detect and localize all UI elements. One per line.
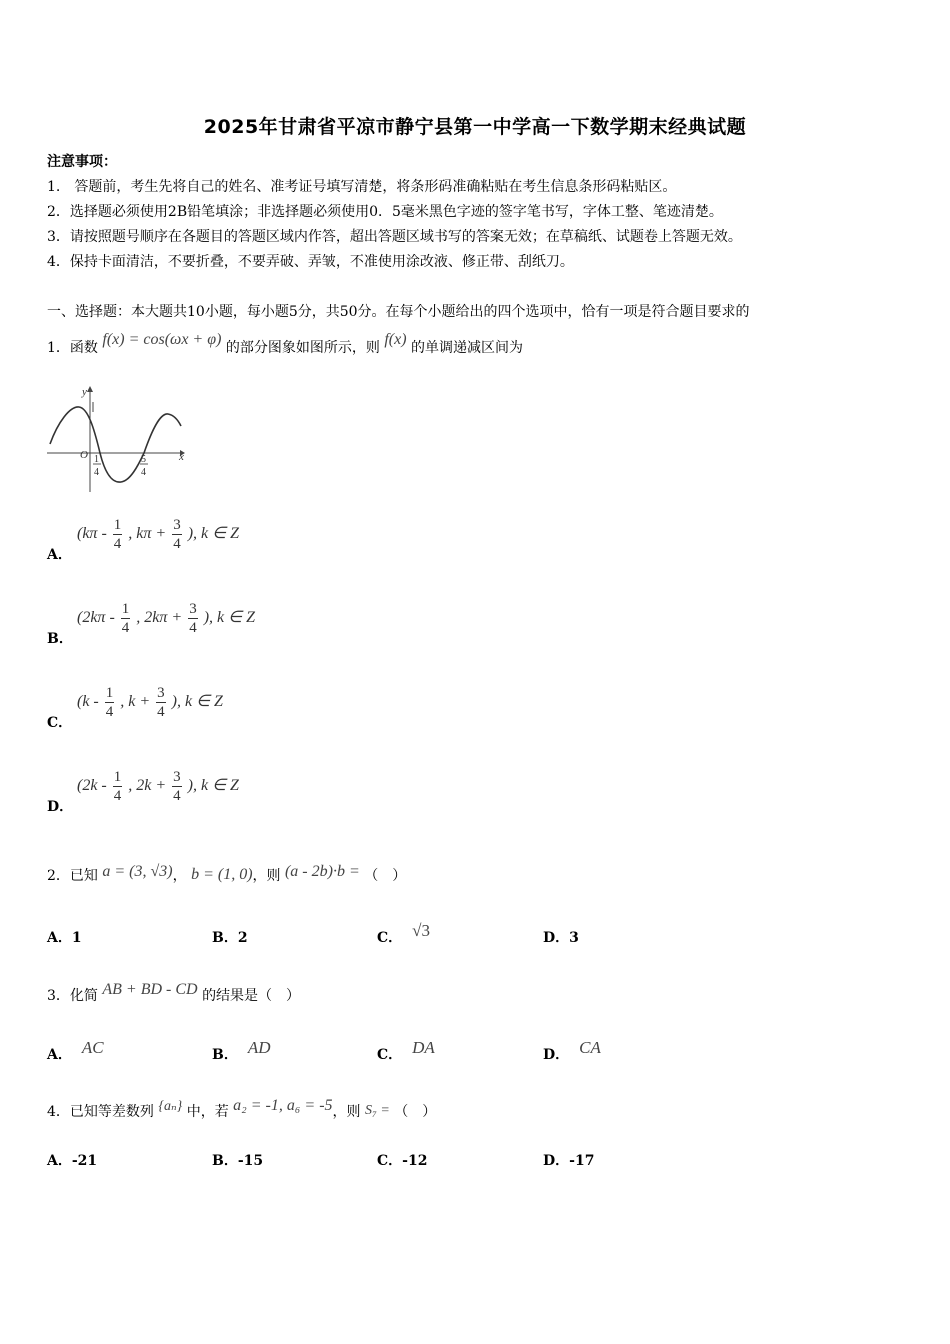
option-value: AD — [247, 1038, 271, 1057]
q2-option-a[interactable] — [47, 927, 82, 947]
q1-suffix: 的单调递减区间为 — [410, 340, 523, 356]
option-post: ), k ∈ Z — [187, 525, 239, 543]
tick-2-num: 5 — [141, 454, 146, 465]
option-value: -12 — [402, 1153, 428, 1169]
y-axis-arrow — [87, 386, 93, 392]
q2-then: ，则 — [252, 868, 281, 884]
q3-suffix: 的结果是（ ） — [202, 988, 301, 1004]
option-value: 2 — [237, 930, 248, 946]
fraction-2-den: 4 — [173, 788, 181, 804]
fraction-1-num: 1 — [113, 769, 122, 785]
q4-condition: a₂ = -1, a₆ = -5 — [233, 1097, 333, 1114]
question-1-stem — [47, 331, 523, 358]
question-4-stem — [47, 1097, 437, 1123]
q1-middle: 的部分图象如图所示，则 — [225, 340, 380, 356]
q2-option-d[interactable] — [543, 927, 579, 947]
q1-function: f(x) = cos(ωx + φ) — [102, 331, 222, 348]
notice-item-3: 3．请按照题号顺序在各题目的答题区域内作答，超出答题区域书写的答案无效；在草稿纸、试题卷上答题无效。 — [47, 229, 742, 245]
option-label: D． — [543, 1047, 570, 1063]
q1-graph — [44, 380, 194, 495]
q3-option-d[interactable] — [543, 1038, 601, 1064]
option-value: CA — [579, 1038, 601, 1057]
q2-option-b[interactable] — [212, 927, 248, 947]
fraction-1-den: 4 — [113, 536, 122, 552]
page-title: 2025年甘肃省平凉市静宁县第一中学高一下数学期末经典试题 — [203, 116, 747, 138]
q4-then: ，则 — [332, 1104, 361, 1120]
q3-option-c[interactable] — [377, 1038, 435, 1064]
option-mid: , k + — [120, 693, 151, 711]
option-label: A． — [47, 930, 72, 946]
fraction-2-num: 3 — [157, 685, 165, 701]
origin-label: O — [80, 449, 88, 461]
notice-item-1: 1. 答题前，考生先将自己的姓名、准考证号填写清楚，将条形码准确粘贴在考生信息条形码粘贴区。 — [47, 179, 677, 195]
option-mid: , 2k + — [128, 777, 167, 795]
option-label: A． — [47, 1153, 72, 1169]
option-label: C． — [377, 930, 403, 946]
q2-vector-a: a = (3, √3) — [102, 863, 173, 880]
q2-vector-b: b = (1, 0) — [191, 866, 253, 883]
q4-target: S₇ = — [364, 1103, 390, 1118]
q1-prefix: 1．函数 — [47, 340, 98, 356]
option-post: ), k ∈ Z — [171, 693, 223, 711]
q4-prefix: 4．已知等差数列 — [47, 1104, 154, 1120]
q2-separator: ， — [172, 868, 187, 884]
option-pre: (2k - — [77, 777, 107, 795]
q3-prefix: 3．化简 — [47, 988, 98, 1004]
tick-2-den: 4 — [141, 467, 146, 478]
q4-answer-bracket: （ ） — [394, 1104, 437, 1120]
option-value: AC — [81, 1038, 104, 1057]
notice-heading: 注意事项： — [47, 154, 117, 170]
tick-1-den: 4 — [94, 467, 99, 478]
q3-option-b[interactable] — [212, 1038, 271, 1064]
q2-expression: (a - 2b)·b = — [284, 863, 360, 880]
q3-expression: AB + BD - CD — [102, 981, 198, 998]
option-label: C． — [47, 715, 73, 731]
fraction-1-den: 4 — [113, 788, 122, 804]
q4-sequence: {aₙ} — [158, 1099, 183, 1114]
option-value: √3 — [412, 921, 430, 940]
option-label: B． — [212, 1153, 238, 1169]
option-pre: (kπ - — [77, 525, 107, 543]
option-pre: (k - — [77, 693, 99, 711]
option-value: -21 — [71, 1153, 98, 1169]
option-label: A． — [47, 547, 72, 563]
option-label: B． — [212, 930, 238, 946]
tick-1-num: 1 — [94, 454, 99, 465]
notice-item-2: 2．选择题必须使用2B铅笔填涂；非选择题必须使用0．5毫米黑色字迹的签字笔书写，字体工整、笔迹清楚。 — [47, 204, 723, 220]
option-post: ), k ∈ Z — [203, 609, 255, 627]
fraction-1-den: 4 — [121, 620, 130, 636]
cosine-curve — [50, 407, 181, 482]
option-label: C． — [377, 1047, 403, 1063]
option-label: B． — [47, 631, 73, 647]
fraction-2-num: 3 — [189, 601, 197, 617]
fraction-2-den: 4 — [189, 620, 197, 636]
option-value: 3 — [569, 930, 579, 946]
section-1-heading: 一、选择题：本大题共10小题，每小题5分，共50分。在每个小题给出的四个选项中，恰有一项是符合题目要求的 — [47, 304, 750, 320]
option-pre: (2kπ - — [77, 609, 115, 627]
option-label: A． — [47, 1047, 72, 1063]
q2-prefix: 2．已知 — [47, 868, 98, 884]
question-3-stem — [47, 981, 301, 1006]
x-label: x — [179, 451, 184, 463]
option-label: D． — [543, 930, 570, 946]
notice-item-4: 4．保持卡面清洁，不要折叠，不要弄破、弄皱，不准使用涂改液、修正带、刮纸刀。 — [47, 254, 574, 270]
option-label: D． — [47, 799, 74, 815]
option-label: D． — [543, 1153, 570, 1169]
y-label: y — [82, 386, 87, 398]
option-mid: , 2kπ + — [136, 609, 183, 627]
q1-function-ref: f(x) — [384, 331, 407, 348]
q2-answer-bracket: （ ） — [364, 868, 407, 884]
fraction-1-den: 4 — [105, 704, 114, 720]
q4-middle: 中，若 — [186, 1104, 229, 1120]
fraction-1-num: 1 — [105, 685, 114, 701]
q3-option-a[interactable] — [47, 1038, 104, 1064]
q4-option-b[interactable] — [212, 1150, 263, 1170]
option-value: -17 — [569, 1153, 595, 1169]
option-value: -15 — [237, 1153, 264, 1169]
option-value: 1 — [71, 930, 82, 946]
option-value: DA — [412, 1038, 435, 1057]
option-mid: , kπ + — [128, 525, 167, 543]
q4-option-a[interactable] — [47, 1150, 97, 1170]
fraction-1-num: 1 — [113, 517, 122, 533]
fraction-2-num: 3 — [173, 769, 181, 785]
fraction-2-den: 4 — [173, 536, 181, 552]
option-post: ), k ∈ Z — [187, 777, 239, 795]
q4-option-c[interactable] — [377, 1150, 427, 1170]
option-label: C． — [377, 1153, 403, 1169]
fraction-1-num: 1 — [121, 601, 130, 617]
fraction-2-num: 3 — [173, 517, 181, 533]
q4-option-d[interactable] — [543, 1150, 594, 1170]
q2-option-c[interactable] — [377, 921, 430, 947]
question-2-stem — [47, 863, 407, 886]
option-label: B． — [212, 1047, 238, 1063]
fraction-2-den: 4 — [157, 704, 165, 720]
